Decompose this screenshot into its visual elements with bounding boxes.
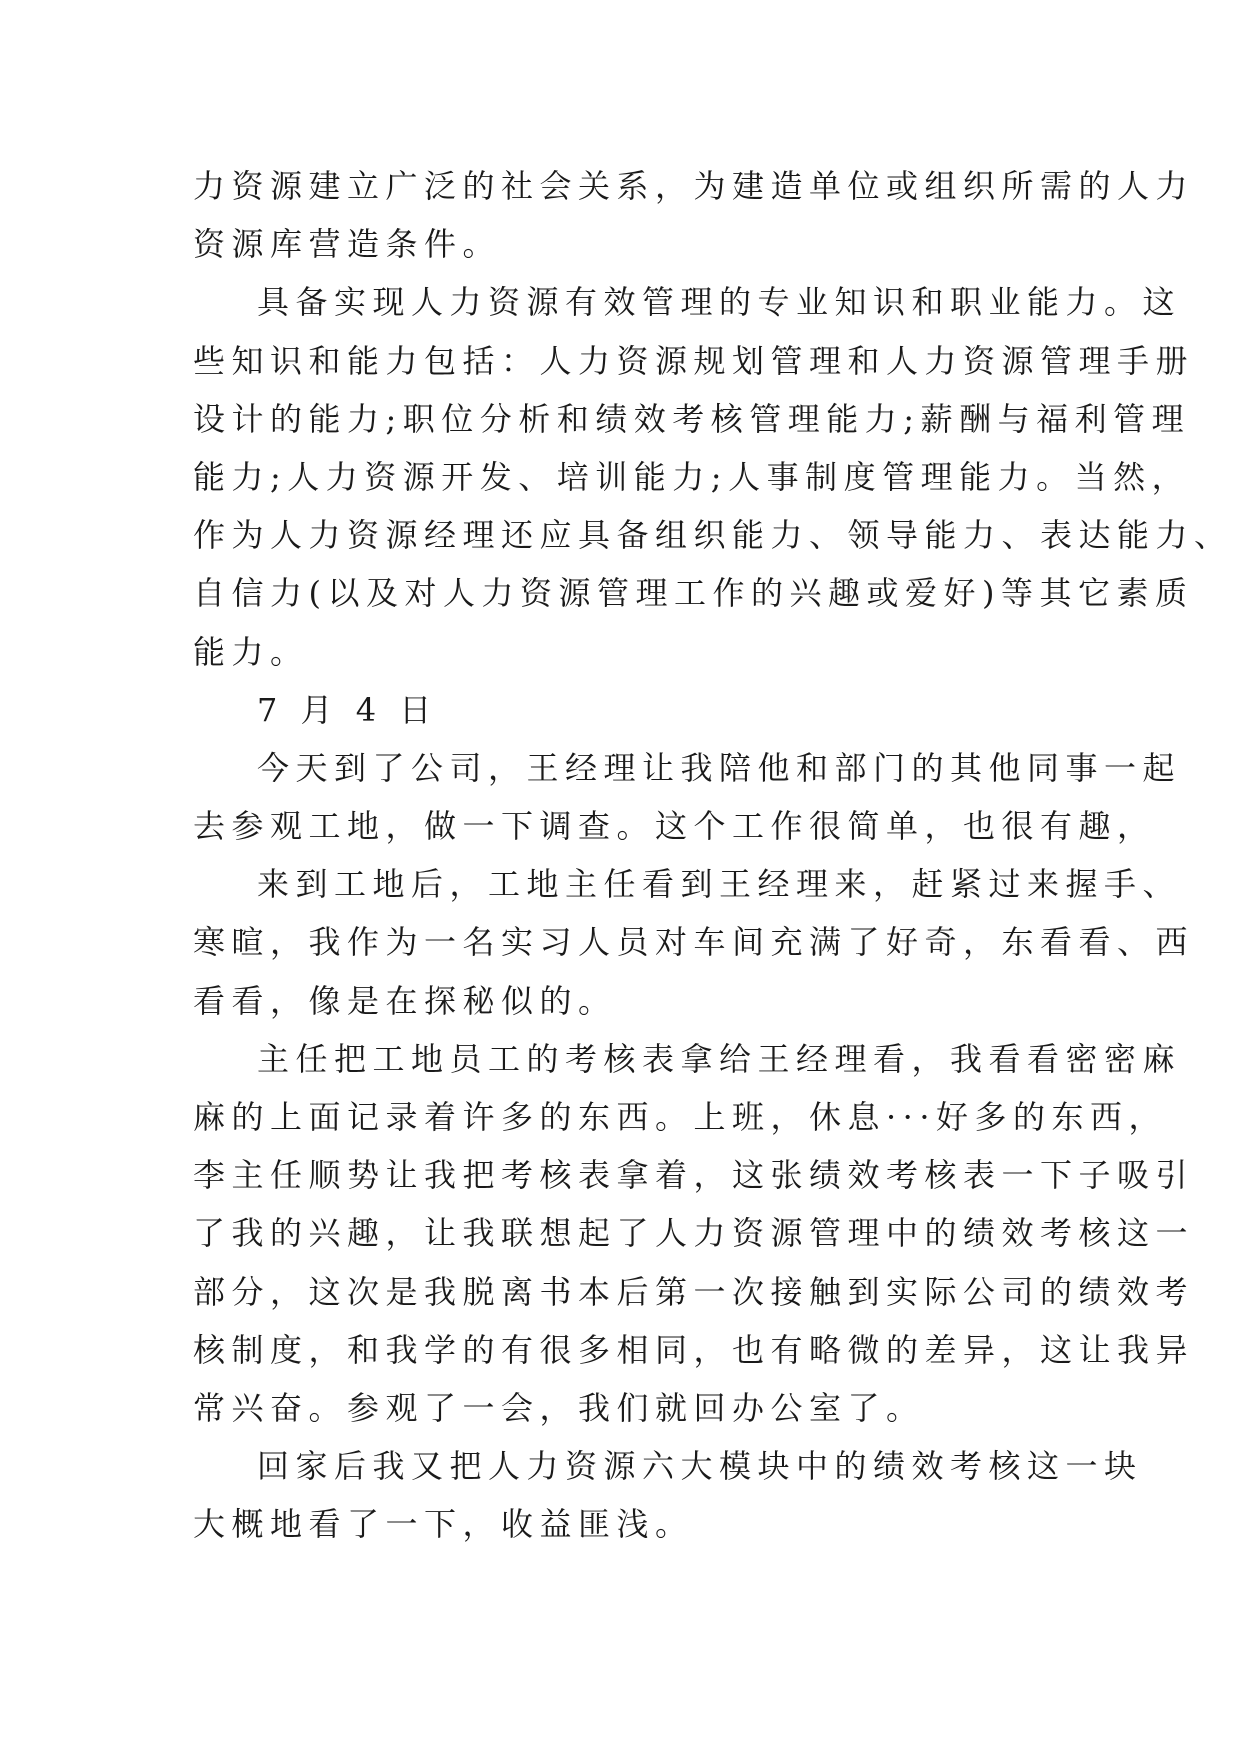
text-line: 作为人力资源经理还应具备组织能力、领导能力、表达能力、 bbox=[193, 516, 1233, 555]
text-line: 具备实现人力资源有效管理的专业知识和职业能力。这 bbox=[257, 283, 1182, 322]
document-body bbox=[193, 157, 1233, 1554]
text-line: 资源库营造条件。 bbox=[193, 225, 502, 264]
text-line: 常兴奋。参观了一会，我们就回办公室了。 bbox=[193, 1388, 925, 1427]
text-line: 部分，这次是我脱离书本后第一次接触到实际公司的绩效考 bbox=[193, 1272, 1195, 1311]
text-line: 自信力(以及对人力资源管理工作的兴趣或爱好)等其它素质 bbox=[193, 574, 1194, 613]
text-line: 李主任顺势让我把考核表拿着，这张绩效考核表一下子吸引 bbox=[193, 1156, 1195, 1195]
text-line: 核制度，和我学的有很多相同，也有略微的差异，这让我异 bbox=[193, 1330, 1195, 1369]
text-line: 能力。 bbox=[193, 632, 309, 671]
text-line: 力资源建立广泛的社会关系，为建造单位或组织所需的人力 bbox=[193, 167, 1195, 205]
text-line: 些知识和能力包括：人力资源规划管理和人力资源管理手册 bbox=[193, 341, 1195, 380]
text-line: 了我的兴趣，让我联想起了人力资源管理中的绩效考核这一 bbox=[193, 1214, 1195, 1253]
text-line: 今天到了公司，王经理让我陪他和部门的其他同事一起 bbox=[257, 748, 1182, 787]
text-line: 麻的上面记录着许多的东西。上班，休息···好多的东西， bbox=[193, 1098, 1168, 1136]
text-line: 去参观工地，做一下调查。这个工作很简单，也很有趣， bbox=[193, 807, 1156, 846]
text-line: 设计的能力;职位分析和绩效考核管理能力;薪酬与福利管理 bbox=[193, 399, 1191, 438]
text-line: 寒暄，我作为一名实习人员对车间充满了好奇，东看看、西 bbox=[193, 923, 1195, 962]
text-line: 看看，像是在探秘似的。 bbox=[193, 981, 617, 1020]
text-line: 回家后我又把人力资源六大模块中的绩效考核这一块 bbox=[257, 1447, 1143, 1486]
text-line: 主任把工地员工的考核表拿给王经理看，我看看密密麻 bbox=[257, 1039, 1182, 1078]
text-line: 大概地看了一下，收益匪浅。 bbox=[193, 1505, 694, 1544]
text-line: 7 月 4 日 bbox=[257, 690, 438, 729]
text-line: 能力;人力资源开发、培训能力;人事制度管理能力。当然， bbox=[193, 457, 1191, 496]
text-line: 来到工地后，工地主任看到王经理来，赶紧过来握手、 bbox=[257, 865, 1182, 904]
